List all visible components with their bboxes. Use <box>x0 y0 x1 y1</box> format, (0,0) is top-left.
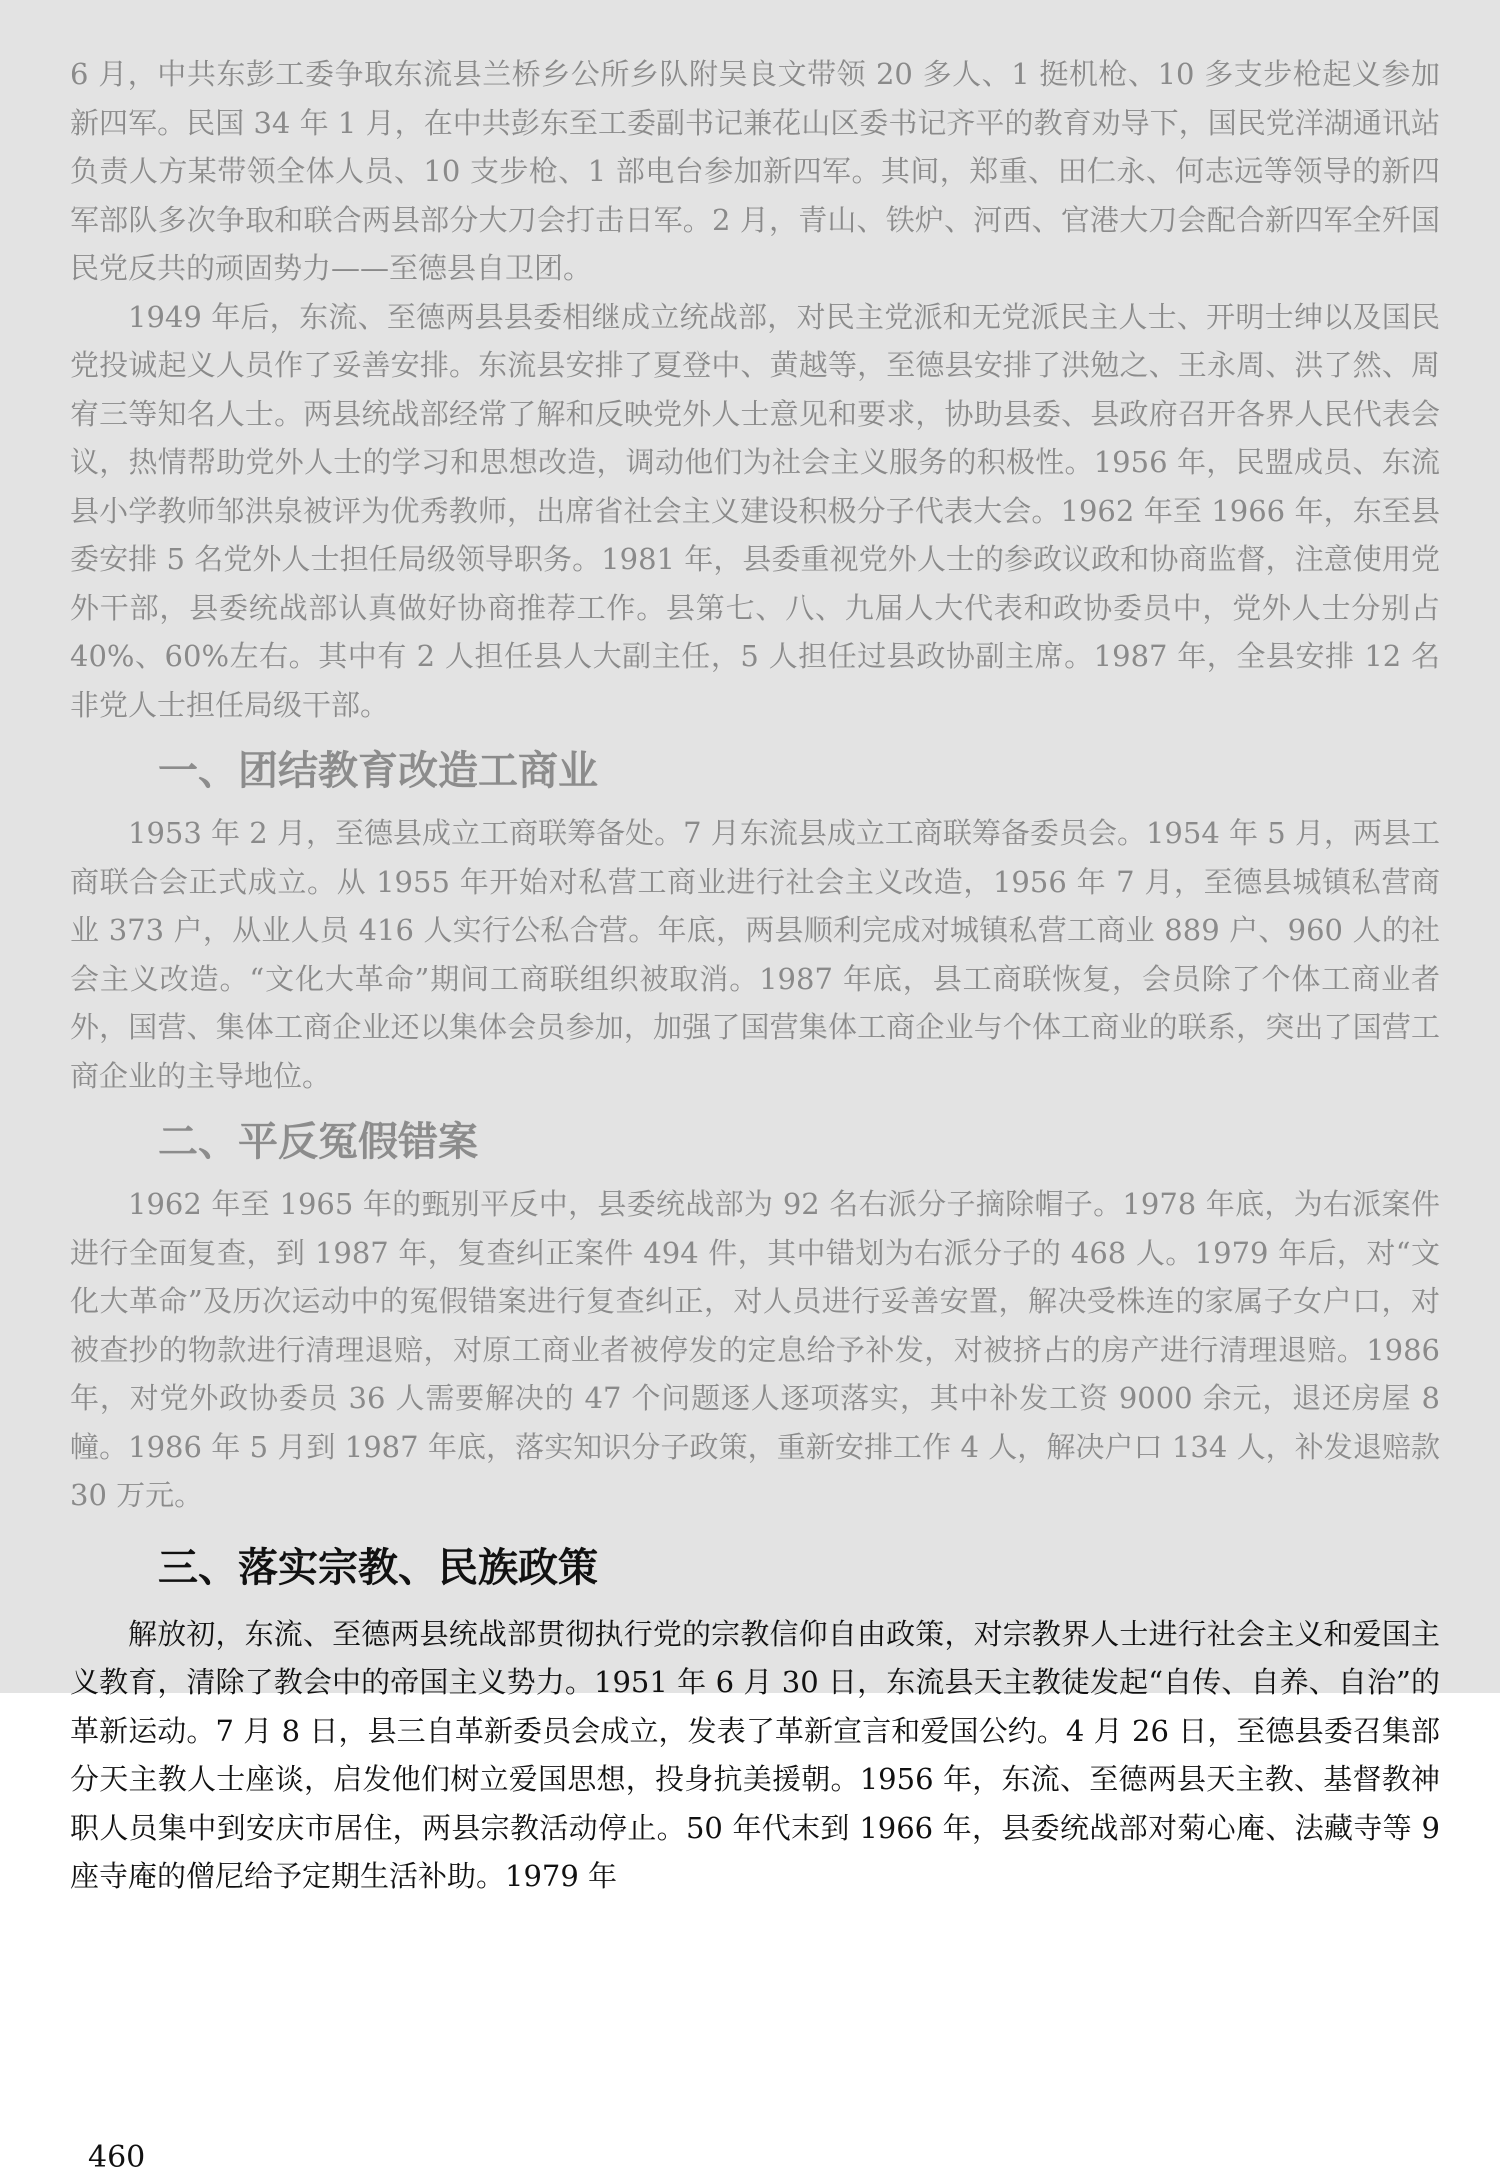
paragraph-4: 1962 年至 1965 年的甄别平反中，县委统战部为 92 名右派分子摘除帽子。1978 年底，为右派案件进行全面复查，到 1987 年，复查纠正案件 494 件，其中错划为右派分子的 468 人。1979 年后，对“文化大革命”及历次运动中的冤假错案进行复查纠正，对人员进行妥善安置，解决受株连的家属子女户口，对被查抄的物款进行清理退赔，对原工商业者被停发的定息给予补发，对被挤占的房产进行清理退赔。1986 年，对党外政协委员 36 人需要解决的 47 个问题逐人逐项落实，其中补发工资 9000 余元，退还房屋 8 幢。1986 年 5 月到 1987 年底，落实知识分子政策，重新安排工作 4 人，解决户口 134 人，补发退赔款 30 万元。 <box>70 1187 1440 1512</box>
page-content <box>70 50 1440 1901</box>
paragraph-3: 1953 年 2 月，至德县成立工商联筹备处。7 月东流县成立工商联筹备委员会。1954 年 5 月，两县工商联合会正式成立。从 1955 年开始对私营工商业进行社会主义改造，1956 年 7 月，至德县城镇私营商业 373 户，从业人员 416 人实行公私合营。年底，两县顺利完成对城镇私营工商业 889 户、960 人的社会主义改造。“文化大革命”期间工商联组织被取消。1987 年底，县工商联恢复，会员除了个体工商业者外，国营、集体工商企业还以集体会员参加，加强了国营集体工商企业与个体工商业的联系，突出了国营工商企业的主导地位。 <box>70 816 1440 1093</box>
paragraph-1: 6 月，中共东彭工委争取东流县兰桥乡公所乡队附吴良文带领 20 多人、1 挺机枪、10 多支步枪起义参加新四军。民国 34 年 1 月，在中共彭东至工委副书记兼花山区委书记齐平的教育劝导下，国民党洋湖通讯站负责人方某带领全体人员、10 支步枪、1 部电台参加新四军。其间，郑重、田仁永、何志远等领导的新四军部队多次争取和联合两县部分大刀会打击日军。2 月，青山、铁炉、河西、官港大刀会配合新四军全歼国民党反共的顽固势力——至德县自卫团。 <box>70 57 1440 285</box>
section-heading-1: 一、团结教育改造工商业 <box>158 748 598 794</box>
paragraph-2: 1949 年后，东流、至德两县县委相继成立统战部，对民主党派和无党派民主人士、开明士绅以及国民党投诚起义人员作了妥善安排。东流县安排了夏登中、黄越等，至德县安排了洪勉之、王永周、洪了然、周宥三等知名人士。两县统战部经常了解和反映党外人士意见和要求，协助县委、县政府召开各界人民代表会议，热情帮助党外人士的学习和思想改造，调动他们为社会主义服务的积极性。1956 年，民盟成员、东流县小学教师邹洪泉被评为优秀教师，出席省社会主义建设积极分子代表大会。1962 年至 1966 年，东至县委安排 5 名党外人士担任局级领导职务。1981 年，县委重视党外人士的参政议政和协商监督，注意使用党外干部，县委统战部认真做好协商推荐工作。县第七、八、九届人大代表和政协委员中，党外人士分别占 40%、60%左右。其中有 2 人担任县人大副主任，5 人担任过县政协副主席。1987 年，全县安排 12 名非党人士担任局级干部。 <box>70 299 1440 722</box>
section-heading-3: 三、落实宗教、民族政策 <box>158 1544 598 1591</box>
paragraph-5: 解放初，东流、至德两县统战部贯彻执行党的宗教信仰自由政策，对宗教界人士进行社会主义和爱国主义教育，清除了教会中的帝国主义势力。1951 年 6 月 30 日，东流县天主教徒发起“自传、自养、自治”的革新运动。7 月 8 日，县三自革新委员会成立，发表了革新宣言和爱国公约。4 月 26 日，至德县委召集部分天主教人士座谈，启发他们树立爱国思想，投身抗美援朝。1956 年，东流、至德两县天主教、基督教神职人员集中到安庆市居住，两县宗教活动停止。50 年代末到 1966 年，县委统战部对菊心庵、法藏寺等 9 座寺庵的僧尼给予定期生活补助。1979 年 <box>70 1616 1440 1893</box>
section-heading-2: 二、平反冤假错案 <box>158 1119 478 1165</box>
page-number: 460 <box>88 2140 146 2175</box>
